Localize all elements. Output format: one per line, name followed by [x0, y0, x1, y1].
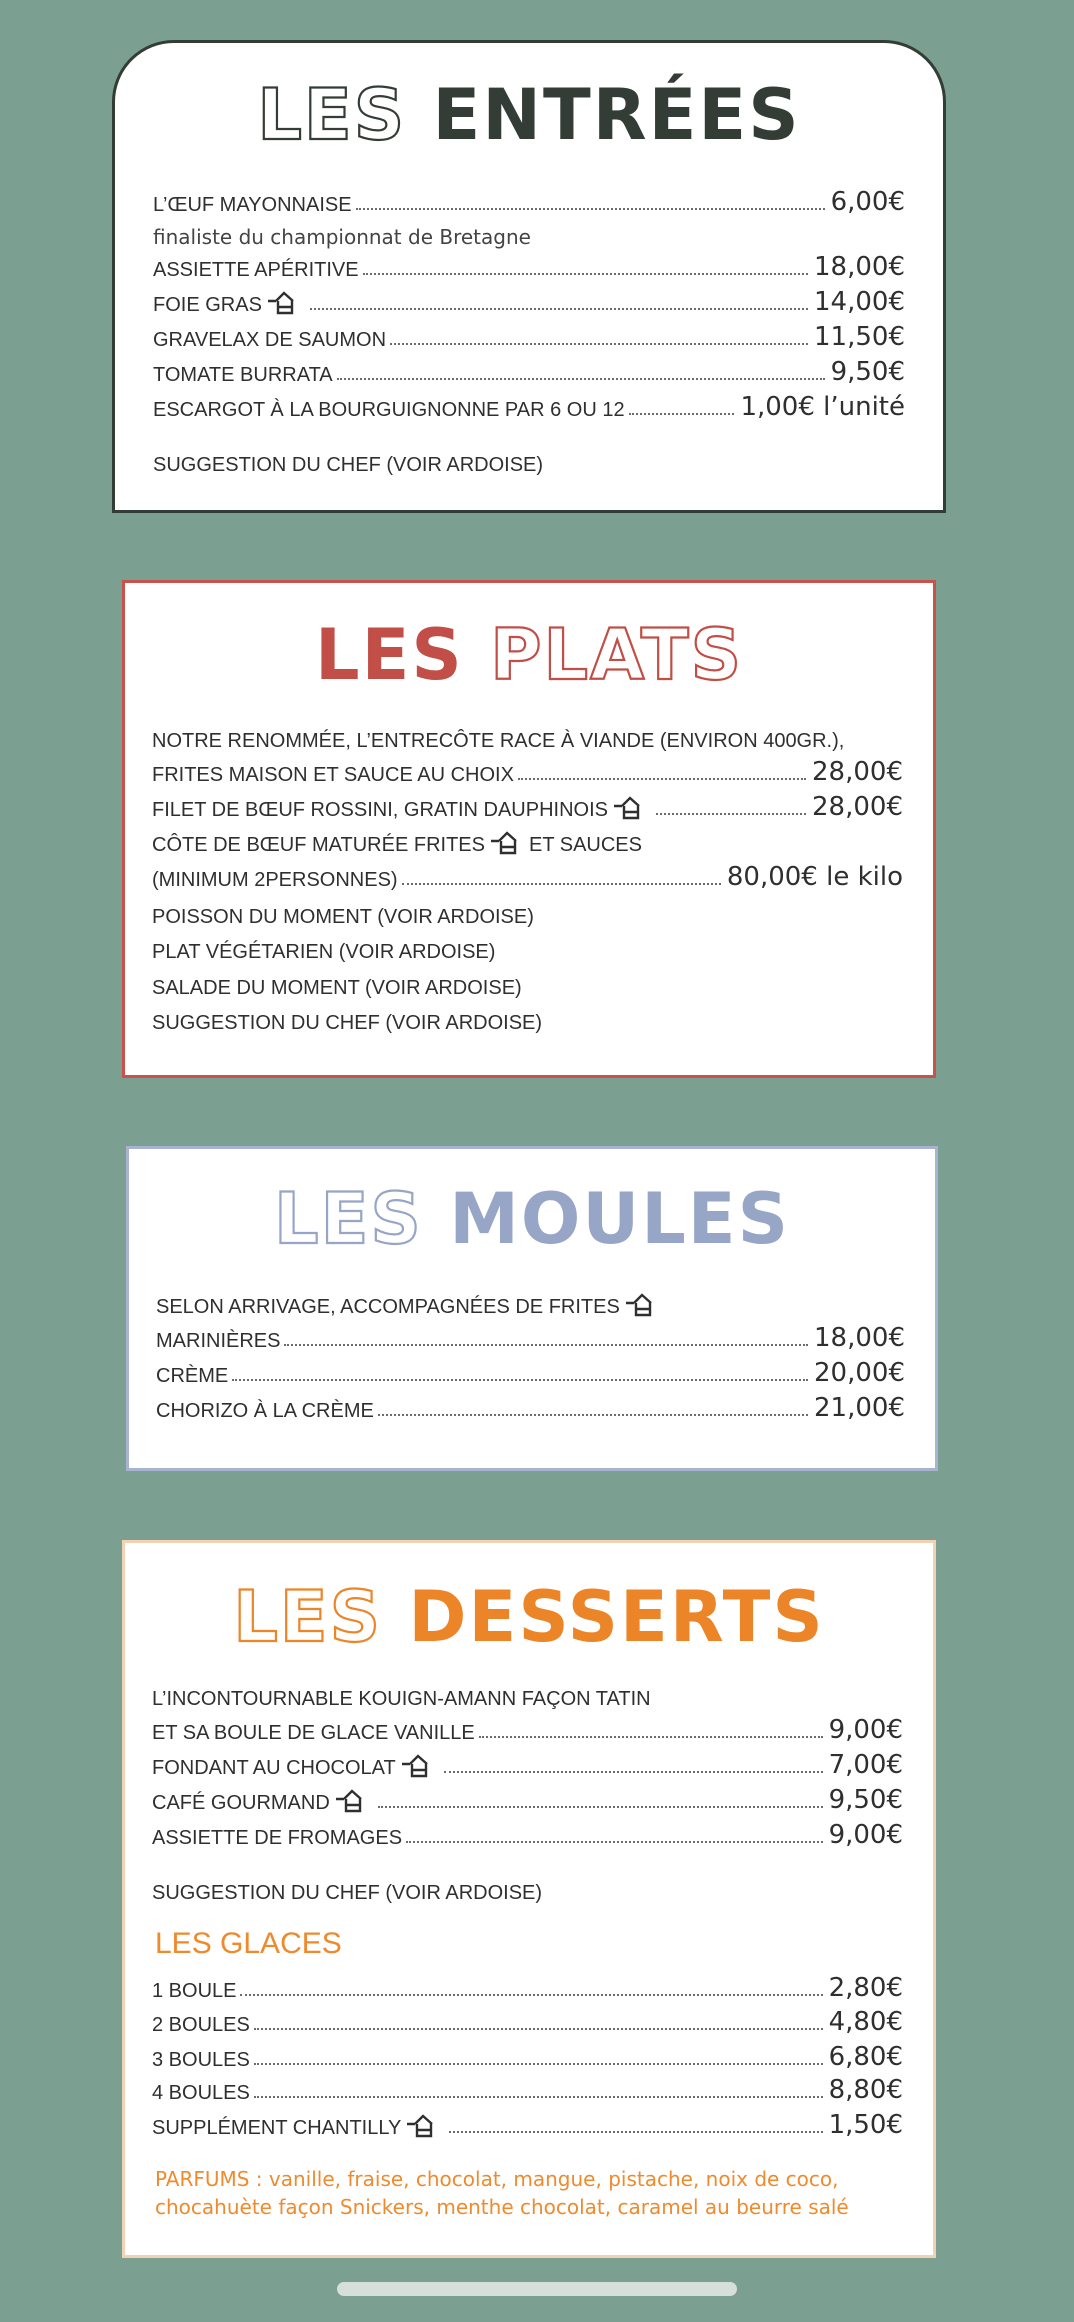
desserts-card: [122, 1540, 936, 2258]
glace-item: 4 BOULES 8,80€: [152, 2075, 903, 2105]
plats-title-bold: LES: [314, 614, 464, 696]
menu-item: ET SA BOULE DE GLACE VANILLE 9,00€: [152, 1715, 903, 1745]
glace-item: 2 BOULES 4,80€: [152, 2007, 903, 2037]
entrees-title-bold: ENTRÉES: [432, 74, 801, 156]
glace-item: SUPPLÉMENT CHANTILLY 1,50€: [152, 2110, 903, 2140]
menu-item: CHORIZO À LA CRÈME 21,00€: [156, 1393, 905, 1423]
plats-card: [122, 580, 936, 1078]
entrees-card: [112, 40, 946, 513]
house-made-icon: [489, 829, 525, 855]
plats-title-light: PLATS: [490, 614, 744, 696]
parfums-text: PARFUMS : vanille, fraise, chocolat, mangue, pistache, noix de coco, chocahuète façon Snickers, menthe chocolat, caramel au beurre salé: [155, 2167, 849, 2219]
moules-intro: SELON ARRIVAGE, ACCOMPAGNÉES DE FRITES: [156, 1285, 905, 1319]
menu-item: L’ŒUF MAYONNAISE 6,00€: [153, 187, 905, 217]
menu-item: MARINIÈRES 18,00€: [156, 1323, 905, 1353]
menu-item: SALADE DU MOMENT (VOIR ARDOISE): [152, 977, 522, 999]
moules-title-bold: MOULES: [449, 1178, 791, 1260]
moules-title: [129, 1179, 935, 1259]
desserts-title-light: LES: [233, 1576, 383, 1658]
glaces-heading: LES GLACES: [155, 1927, 342, 1960]
menu-item: FILET DE BŒUF ROSSINI, GRATIN DAUPHINOIS 28,00€: [152, 792, 903, 822]
chef-suggestion: SUGGESTION DU CHEF (VOIR ARDOISE): [153, 454, 544, 476]
menu-item: GRAVELAX DE SAUMON 11,50€: [153, 322, 905, 352]
house-made-icon: [266, 289, 302, 315]
menu-item: NOTRE RENOMMÉE, L’ENTRECÔTE RACE À VIANDE (ENVIRON 400GR.),: [152, 730, 845, 752]
glace-item: 3 BOULES 6,80€: [152, 2042, 903, 2072]
menu-item: CAFÉ GOURMAND 9,50€: [152, 1785, 903, 1815]
house-made-icon: [400, 1752, 436, 1778]
menu-item: ASSIETTE APÉRITIVE 18,00€: [153, 252, 905, 282]
moules-title-light: LES: [273, 1178, 423, 1260]
menu-item: CRÈME 20,00€: [156, 1358, 905, 1388]
chef-suggestion: SUGGESTION DU CHEF (VOIR ARDOISE): [152, 1882, 543, 1904]
desserts-title: [125, 1577, 933, 1657]
house-made-icon: [612, 794, 648, 820]
menu-item: (MINIMUM 2PERSONNES) 80,00€ le kilo: [152, 862, 903, 892]
menu-item: TOMATE BURRATA 9,50€: [153, 357, 905, 387]
menu-item: CÔTE DE BŒUF MATURÉE FRITES ET SAUCES: [152, 823, 903, 857]
desserts-title-bold: DESSERTS: [408, 1576, 825, 1658]
menu-item: ESCARGOT À LA BOURGUIGNONNE PAR 6 OU 12 1,00€ l’unité: [153, 392, 905, 422]
house-made-icon: [334, 1787, 370, 1813]
entrees-title: [115, 75, 943, 155]
menu-item: POISSON DU MOMENT (VOIR ARDOISE): [152, 906, 534, 928]
plats-title: [125, 615, 933, 695]
menu-item: ASSIETTE DE FROMAGES 9,00€: [152, 1820, 903, 1850]
menu-item: FONDANT AU CHOCOLAT 7,00€: [152, 1750, 903, 1780]
menu-item: FRITES MAISON ET SAUCE AU CHOIX 28,00€: [152, 757, 903, 787]
menu-item: L’INCONTOURNABLE KOUIGN-AMANN FAÇON TATIN: [152, 1688, 651, 1710]
glace-item: 1 BOULE 2,80€: [152, 1973, 903, 2003]
chef-suggestion: SUGGESTION DU CHEF (VOIR ARDOISE): [152, 1012, 543, 1034]
menu-item: FOIE GRAS 14,00€: [153, 287, 905, 317]
house-made-icon: [405, 2112, 441, 2138]
home-indicator[interactable]: [337, 2282, 737, 2296]
menu-item: PLAT VÉGÉTARIEN (VOIR ARDOISE): [152, 941, 496, 963]
house-made-icon: [624, 1291, 660, 1317]
moules-card: [126, 1146, 938, 1471]
menu-item-note: finaliste du championnat de Bretagne: [153, 225, 531, 249]
entrees-title-light: LES: [257, 74, 407, 156]
